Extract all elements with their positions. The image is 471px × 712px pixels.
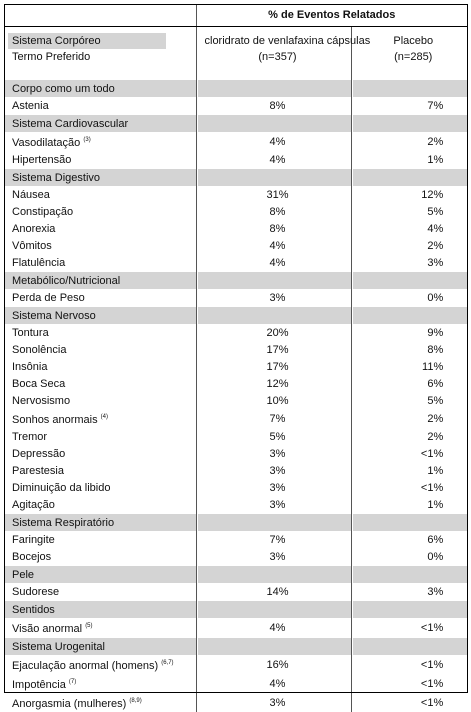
system-row xyxy=(4,307,467,325)
system-spacer xyxy=(351,514,467,532)
term-row xyxy=(4,583,467,601)
system-row xyxy=(4,514,467,532)
col1-header-line1: cloridrato de venlafaxina cápsulas xyxy=(205,35,371,47)
term-label: Hipertensão xyxy=(12,154,71,166)
table-body xyxy=(4,80,467,712)
venlafaxina-value: 5% xyxy=(243,429,313,445)
term-row xyxy=(4,132,467,151)
term-label: Tremor xyxy=(12,431,47,443)
venlafaxina-cell xyxy=(196,132,351,151)
venlafaxina-value: 14% xyxy=(243,584,313,600)
placebo-value: 5% xyxy=(383,393,443,409)
venlafaxina-value: 4% xyxy=(243,255,313,271)
placebo-value: <1% xyxy=(383,676,443,692)
term-label: Constipação xyxy=(12,206,73,218)
col0-header-line2: Termo Preferido xyxy=(12,51,90,63)
term-row xyxy=(4,392,467,409)
venlafaxina-cell xyxy=(196,186,351,203)
system-spacer xyxy=(351,601,467,619)
term-label: Depressão xyxy=(12,448,65,460)
placebo-cell xyxy=(351,445,467,462)
system-spacer xyxy=(196,169,351,187)
venlafaxina-cell xyxy=(196,254,351,272)
term-row xyxy=(4,358,467,375)
system-label: Corpo como um todo xyxy=(4,80,196,98)
term-cell xyxy=(4,254,196,272)
venlafaxina-value: 8% xyxy=(243,98,313,114)
placebo-value: 7% xyxy=(383,98,443,114)
term-label: Náusea xyxy=(12,189,50,201)
placebo-value: 1% xyxy=(383,463,443,479)
term-cell xyxy=(4,583,196,601)
venlafaxina-value: 4% xyxy=(243,620,313,636)
term-cell xyxy=(4,341,196,358)
term-label: Tontura xyxy=(12,327,49,339)
placebo-value: 4% xyxy=(383,221,443,237)
venlafaxina-value: 7% xyxy=(243,532,313,548)
placebo-value: <1% xyxy=(383,657,443,673)
placebo-value: 6% xyxy=(383,376,443,392)
venlafaxina-cell xyxy=(196,462,351,479)
venlafaxina-cell xyxy=(196,496,351,514)
venlafaxina-cell xyxy=(196,428,351,445)
term-cell xyxy=(4,428,196,445)
footnote-ref: (7) xyxy=(69,679,76,685)
venlafaxina-value: 3% xyxy=(243,549,313,565)
venlafaxina-cell xyxy=(196,220,351,237)
footnote-ref: (4) xyxy=(101,414,108,420)
term-label: Bocejos xyxy=(12,551,51,563)
system-spacer xyxy=(351,638,467,656)
system-spacer xyxy=(196,307,351,325)
system-row xyxy=(4,638,467,656)
system-spacer xyxy=(351,169,467,187)
term-cell xyxy=(4,674,196,693)
footnote-ref: (6,7) xyxy=(161,660,173,666)
term-row xyxy=(4,254,467,272)
corner-cell xyxy=(4,4,196,27)
placebo-cell xyxy=(351,237,467,254)
venlafaxina-cell xyxy=(196,655,351,674)
venlafaxina-cell xyxy=(196,97,351,115)
term-row xyxy=(4,341,467,358)
term-cell xyxy=(4,132,196,151)
system-label: Sistema Respiratório xyxy=(4,514,196,532)
venlafaxina-value: 4% xyxy=(243,134,313,150)
col0-header-line1: Sistema Corpóreo xyxy=(8,33,166,49)
term-row xyxy=(4,324,467,341)
placebo-value: 2% xyxy=(383,134,443,150)
venlafaxina-cell xyxy=(196,618,351,638)
system-row xyxy=(4,169,467,187)
placebo-cell xyxy=(351,655,467,674)
placebo-value: 2% xyxy=(383,429,443,445)
placebo-cell xyxy=(351,618,467,638)
system-label: Sistema Digestivo xyxy=(4,169,196,187)
venlafaxina-value: 3% xyxy=(243,290,313,306)
term-cell xyxy=(4,375,196,392)
venlafaxina-cell xyxy=(196,324,351,341)
placebo-value: 11% xyxy=(383,359,443,375)
placebo-cell xyxy=(351,531,467,548)
term-cell xyxy=(4,324,196,341)
venlafaxina-value: 3% xyxy=(243,695,313,711)
venlafaxina-cell xyxy=(196,693,351,712)
term-row xyxy=(4,237,467,254)
term-label: Impotência xyxy=(12,679,66,691)
placebo-value: 6% xyxy=(383,532,443,548)
term-label: Faringite xyxy=(12,534,55,546)
term-row xyxy=(4,409,467,428)
term-cell xyxy=(4,655,196,674)
venlafaxina-value: 16% xyxy=(243,657,313,673)
venlafaxina-value: 3% xyxy=(243,497,313,513)
venlafaxina-value: 4% xyxy=(243,238,313,254)
term-cell xyxy=(4,358,196,375)
term-row xyxy=(4,655,467,674)
footnote-ref: (5) xyxy=(85,623,92,629)
term-label: Nervosismo xyxy=(12,395,70,407)
placebo-cell xyxy=(351,409,467,428)
system-row xyxy=(4,80,467,98)
placebo-value: 12% xyxy=(383,187,443,203)
system-row xyxy=(4,115,467,133)
term-label: Anorexia xyxy=(12,223,55,235)
placebo-cell xyxy=(351,548,467,566)
system-spacer xyxy=(196,115,351,133)
footnote-ref: (3) xyxy=(83,137,90,143)
placebo-cell xyxy=(351,186,467,203)
placebo-cell xyxy=(351,220,467,237)
term-label: Insônia xyxy=(12,361,47,373)
system-spacer xyxy=(196,638,351,656)
term-label: Vasodilatação xyxy=(12,137,80,149)
placebo-cell xyxy=(351,693,467,712)
term-cell xyxy=(4,289,196,307)
system-row xyxy=(4,272,467,290)
term-row xyxy=(4,289,467,307)
system-spacer xyxy=(351,307,467,325)
venlafaxina-value: 4% xyxy=(243,152,313,168)
placebo-cell xyxy=(351,583,467,601)
placebo-value: 2% xyxy=(383,411,443,427)
venlafaxina-value: 12% xyxy=(243,376,313,392)
placebo-value: 1% xyxy=(383,152,443,168)
system-spacer xyxy=(351,115,467,133)
system-label: Sistema Cardiovascular xyxy=(4,115,196,133)
term-label: Visão anormal xyxy=(12,623,82,635)
term-row xyxy=(4,445,467,462)
placebo-value: <1% xyxy=(383,620,443,636)
term-cell xyxy=(4,151,196,169)
placebo-cell xyxy=(351,151,467,169)
term-row xyxy=(4,479,467,496)
placebo-value: 1% xyxy=(383,497,443,513)
term-label: Anorgasmia (mulheres) xyxy=(12,698,126,710)
term-row xyxy=(4,462,467,479)
venlafaxina-cell xyxy=(196,583,351,601)
system-spacer xyxy=(351,566,467,584)
term-label: Sonolência xyxy=(12,344,66,356)
system-spacer xyxy=(196,80,351,98)
placebo-value: 0% xyxy=(383,549,443,565)
term-label: Diminuição da libido xyxy=(12,482,110,494)
term-cell xyxy=(4,693,196,712)
footnote-ref: (8,9) xyxy=(129,698,141,704)
system-label: Sistema Urogenital xyxy=(4,638,196,656)
placebo-cell xyxy=(351,674,467,693)
term-cell xyxy=(4,548,196,566)
term-cell xyxy=(4,97,196,115)
placebo-cell xyxy=(351,392,467,409)
venlafaxina-value: 3% xyxy=(243,480,313,496)
placebo-cell xyxy=(351,324,467,341)
venlafaxina-value: 7% xyxy=(243,411,313,427)
venlafaxina-cell xyxy=(196,289,351,307)
term-label: Flatulência xyxy=(12,257,65,269)
term-label: Vômitos xyxy=(12,240,52,252)
venlafaxina-value: 3% xyxy=(243,463,313,479)
venlafaxina-value: 17% xyxy=(243,342,313,358)
venlafaxina-value: 17% xyxy=(243,359,313,375)
term-cell xyxy=(4,237,196,254)
term-cell xyxy=(4,496,196,514)
placebo-value: 5% xyxy=(383,204,443,220)
placebo-value: <1% xyxy=(383,695,443,711)
term-cell xyxy=(4,203,196,220)
term-row xyxy=(4,375,467,392)
term-label: Sonhos anormais xyxy=(12,414,98,426)
term-row xyxy=(4,186,467,203)
system-spacer xyxy=(196,601,351,619)
placebo-cell xyxy=(351,97,467,115)
term-row xyxy=(4,220,467,237)
venlafaxina-cell xyxy=(196,392,351,409)
col2-header-line1: Placebo xyxy=(393,35,433,47)
placebo-cell xyxy=(351,375,467,392)
col2-header-line2: (n=285) xyxy=(394,51,432,63)
term-label: Parestesia xyxy=(12,465,64,477)
term-row xyxy=(4,428,467,445)
placebo-cell xyxy=(351,479,467,496)
group-header-row xyxy=(4,4,467,27)
venlafaxina-cell xyxy=(196,151,351,169)
placebo-value: 3% xyxy=(383,584,443,600)
term-row xyxy=(4,618,467,638)
term-row xyxy=(4,97,467,115)
system-label: Metabólico/Nutricional xyxy=(4,272,196,290)
placebo-cell xyxy=(351,132,467,151)
term-row xyxy=(4,674,467,693)
venlafaxina-cell xyxy=(196,237,351,254)
term-label: Astenia xyxy=(12,100,49,112)
placebo-value: 2% xyxy=(383,238,443,254)
venlafaxina-cell xyxy=(196,674,351,693)
system-spacer xyxy=(351,80,467,98)
venlafaxina-cell xyxy=(196,548,351,566)
adverse-events-table xyxy=(4,4,467,712)
system-row xyxy=(4,601,467,619)
venlafaxina-value: 3% xyxy=(243,446,313,462)
term-label: Boca Seca xyxy=(12,378,65,390)
term-row xyxy=(4,151,467,169)
term-cell xyxy=(4,479,196,496)
system-label: Sistema Nervoso xyxy=(4,307,196,325)
placebo-cell xyxy=(351,462,467,479)
venlafaxina-cell xyxy=(196,341,351,358)
venlafaxina-cell xyxy=(196,531,351,548)
group-title: % de Eventos Relatados xyxy=(196,4,467,27)
placebo-value: <1% xyxy=(383,446,443,462)
col0-header xyxy=(4,27,196,80)
system-label: Pele xyxy=(4,566,196,584)
system-spacer xyxy=(351,272,467,290)
venlafaxina-cell xyxy=(196,409,351,428)
placebo-cell xyxy=(351,496,467,514)
term-row xyxy=(4,531,467,548)
venlafaxina-value: 10% xyxy=(243,393,313,409)
venlafaxina-value: 8% xyxy=(243,204,313,220)
col1-header xyxy=(196,27,351,80)
system-label: Sentidos xyxy=(4,601,196,619)
venlafaxina-value: 4% xyxy=(243,676,313,692)
system-spacer xyxy=(196,272,351,290)
venlafaxina-cell xyxy=(196,203,351,220)
placebo-cell xyxy=(351,254,467,272)
venlafaxina-value: 31% xyxy=(243,187,313,203)
term-cell xyxy=(4,220,196,237)
term-cell xyxy=(4,462,196,479)
term-label: Ejaculação anormal (homens) xyxy=(12,660,158,672)
term-label: Perda de Peso xyxy=(12,292,85,304)
placebo-value: <1% xyxy=(383,480,443,496)
system-row xyxy=(4,566,467,584)
term-cell xyxy=(4,186,196,203)
term-cell xyxy=(4,409,196,428)
term-cell xyxy=(4,618,196,638)
placebo-value: 3% xyxy=(383,255,443,271)
term-cell xyxy=(4,445,196,462)
term-row xyxy=(4,496,467,514)
term-label: Sudorese xyxy=(12,586,59,598)
term-row xyxy=(4,203,467,220)
venlafaxina-cell xyxy=(196,358,351,375)
placebo-value: 8% xyxy=(383,342,443,358)
venlafaxina-value: 8% xyxy=(243,221,313,237)
placebo-cell xyxy=(351,428,467,445)
placebo-value: 0% xyxy=(383,290,443,306)
venlafaxina-value: 20% xyxy=(243,325,313,341)
venlafaxina-cell xyxy=(196,375,351,392)
system-spacer xyxy=(196,566,351,584)
placebo-cell xyxy=(351,289,467,307)
term-row xyxy=(4,693,467,712)
term-row xyxy=(4,548,467,566)
column-header-row xyxy=(4,27,467,80)
term-cell xyxy=(4,531,196,548)
system-spacer xyxy=(196,514,351,532)
venlafaxina-cell xyxy=(196,445,351,462)
placebo-value: 9% xyxy=(383,325,443,341)
placebo-cell xyxy=(351,203,467,220)
term-cell xyxy=(4,392,196,409)
placebo-cell xyxy=(351,341,467,358)
venlafaxina-cell xyxy=(196,479,351,496)
col1-header-line2: (n=357) xyxy=(258,51,296,63)
placebo-cell xyxy=(351,358,467,375)
term-label: Agitação xyxy=(12,499,55,511)
